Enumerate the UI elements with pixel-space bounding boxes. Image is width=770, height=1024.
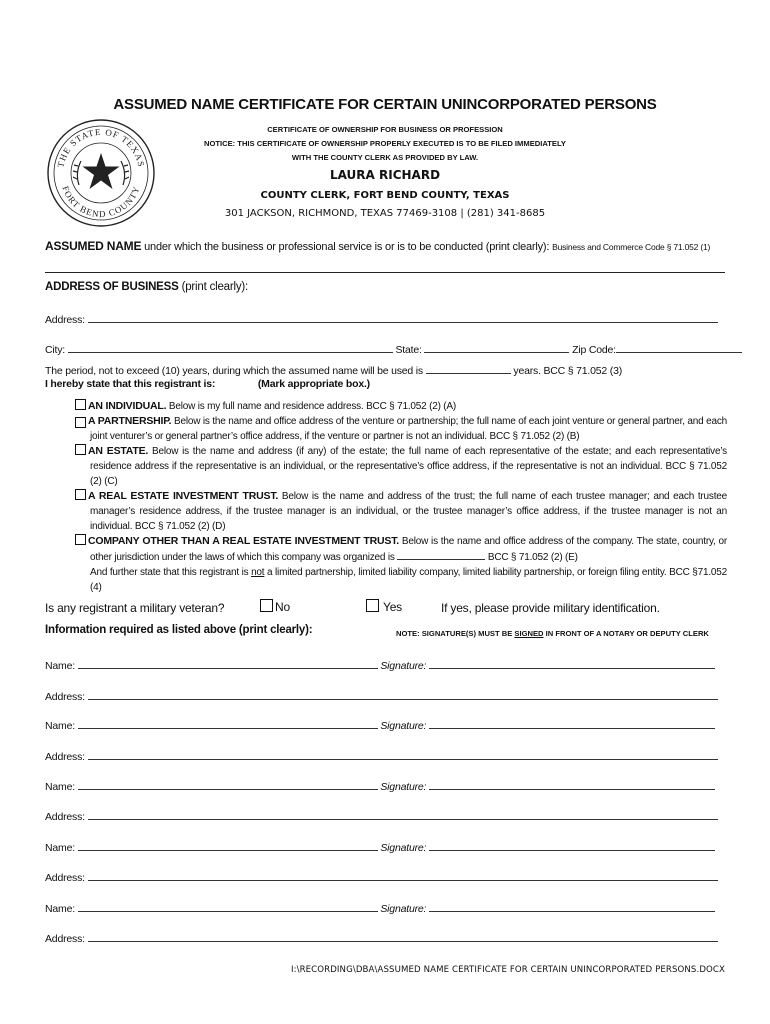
registrant-label: I hereby state that this registrant is: xyxy=(45,378,216,390)
period-years-field[interactable] xyxy=(426,363,511,374)
signature-field[interactable] xyxy=(429,901,715,912)
signature-label: Signature: xyxy=(380,660,427,672)
estate-checkbox[interactable] xyxy=(75,444,86,455)
name-signature-row xyxy=(45,840,715,854)
signature-field[interactable] xyxy=(429,779,715,790)
reit-checkbox[interactable] xyxy=(75,489,86,500)
assumed-name-row xyxy=(45,239,710,253)
registrant-address-row xyxy=(45,809,718,823)
option-reit xyxy=(75,489,727,534)
further-not: not xyxy=(251,567,265,578)
option-partnership xyxy=(75,414,727,444)
registrant-address-row xyxy=(45,689,718,703)
clerk-address: 301 JACKSON, RICHMOND, TEXAS 77469-3108 | (281) 341-8685 xyxy=(224,208,546,219)
registrant-address-row xyxy=(45,931,718,945)
county-seal xyxy=(45,117,157,229)
veteran-no-checkbox[interactable] xyxy=(260,599,273,612)
svg-text:FORT BEND COUNTY xyxy=(60,184,141,219)
period-text: The period, not to exceed (10) years, during which the assumed name will be used is xyxy=(45,365,423,377)
signature-label: Signature: xyxy=(380,720,427,732)
address-heading-hint: (print clearly): xyxy=(178,281,249,293)
period-row xyxy=(45,363,622,377)
veteran-no-option xyxy=(260,599,290,614)
business-address-label: Address: xyxy=(45,314,85,326)
option-text-2: BCC § 71.052 (2) (E) xyxy=(487,552,578,563)
clerk-title: COUNTY CLERK, FORT BEND COUNTY, TEXAS xyxy=(260,190,510,201)
name-label: Name: xyxy=(45,781,75,793)
address-heading xyxy=(45,281,248,293)
business-address-row xyxy=(45,312,718,326)
address-label: Address: xyxy=(45,933,85,945)
name-label: Name: xyxy=(45,903,75,915)
registrant-row xyxy=(45,378,370,390)
seal-top-text: THE STATE OF TEXAS xyxy=(55,126,147,169)
signature-note-signed: SIGNED xyxy=(514,629,544,638)
name-field[interactable] xyxy=(78,779,378,790)
name-field[interactable] xyxy=(78,840,378,851)
address-label: Address: xyxy=(45,811,85,823)
option-title: COMPANY OTHER THAN A REAL ESTATE INVESTMENT TRUST. xyxy=(88,535,399,547)
option-text: Below is the name and address of the trust; the full name of each trustee manager; and each trustee manager’s residence address, if the trustee manager is an individual, or the trustee manager’s office address, if the trustee manager is not an individual. BCC § 71.052 (2) (D) xyxy=(90,491,728,532)
jurisdiction-field[interactable] xyxy=(397,549,485,560)
option-text: Below is the name and office address of the venture or partnership; the full name of each joint venture or general partner, and each joint venturer’s or general partner’s office address, if the venture or partner is not an individual. BCC § 71.052 (2) (B) xyxy=(90,416,728,442)
option-text: Below is my full name and residence address. BCC § 71.052 (2) (A) xyxy=(166,401,457,412)
option-text: Below is the name and office address of the company. The state, country, or other jurisdiction under the laws of which this company was organized is xyxy=(90,536,727,563)
state-field[interactable] xyxy=(424,342,569,353)
address-heading-label: ADDRESS OF BUSINESS xyxy=(45,281,179,293)
registrant-hint: (Mark appropriate box.) xyxy=(257,378,370,390)
name-label: Name: xyxy=(45,720,75,732)
period-suffix: years. BCC § 71.052 (3) xyxy=(513,365,623,377)
name-label: Name: xyxy=(45,842,75,854)
city-label: City: xyxy=(45,344,66,356)
business-address-field[interactable] xyxy=(88,312,718,323)
signature-label: Signature: xyxy=(380,903,427,915)
state-label: State: xyxy=(395,344,422,356)
file-path-footer: I:\RECORDING\DBA\ASSUMED NAME CERTIFICATE FOR CERTAIN UNINCORPORATED PERSONS.DOCX xyxy=(290,965,725,975)
city-field[interactable] xyxy=(68,342,393,353)
veteran-yes-checkbox[interactable] xyxy=(366,599,379,612)
signature-label: Signature: xyxy=(380,781,427,793)
signature-field[interactable] xyxy=(429,718,715,729)
signature-note xyxy=(396,629,709,638)
partnership-checkbox[interactable] xyxy=(75,417,86,428)
address-label: Address: xyxy=(45,691,85,703)
name-field[interactable] xyxy=(78,718,378,729)
city-state-zip-row xyxy=(45,342,742,356)
name-field[interactable] xyxy=(78,658,378,669)
notice-line-2: WITH THE COUNTY CLERK AS PROVIDED BY LAW. xyxy=(291,153,479,162)
veteran-question: Is any registrant a military veteran? xyxy=(45,601,225,615)
address-field[interactable] xyxy=(88,809,718,820)
assumed-name-label: ASSUMED NAME xyxy=(45,239,142,253)
option-estate xyxy=(75,444,727,489)
address-label: Address: xyxy=(45,872,85,884)
address-field[interactable] xyxy=(88,870,718,881)
name-signature-row xyxy=(45,779,715,793)
name-signature-row xyxy=(45,718,715,732)
name-signature-row xyxy=(45,901,715,915)
veteran-note: If yes, please provide military identification. xyxy=(441,601,660,615)
signature-field[interactable] xyxy=(429,658,715,669)
option-title: AN ESTATE. xyxy=(88,445,149,457)
company-checkbox[interactable] xyxy=(75,534,86,545)
page-title: ASSUMED NAME CERTIFICATE FOR CERTAIN UNINCORPORATED PERSONS xyxy=(113,96,657,113)
info-label: Information required as listed above (print clearly): xyxy=(45,624,313,636)
option-title: A PARTNERSHIP. xyxy=(88,415,172,427)
zip-field[interactable] xyxy=(616,342,742,353)
option-text: Below is the name and address (if any) of the estate; the full name of each representative of the estate; and each representative’s residence address if the representative is an individual, or the representative’s office address, if the representative is not an individual. BCC § 71.052 (2) (C) xyxy=(90,446,727,487)
individual-checkbox[interactable] xyxy=(75,399,86,410)
assumed-name-text: under which the business or professional service is or is to be conducted (print clearly): xyxy=(141,241,553,253)
registrant-address-row xyxy=(45,870,718,884)
notice-line-1: NOTICE: THIS CERTIFICATE OF OWNERSHIP PROPERLY EXECUTED IS TO BE FILED IMMEDIATELY xyxy=(203,139,566,148)
name-signature-row xyxy=(45,658,715,672)
veteran-no-label: No xyxy=(275,600,290,614)
zip-label: Zip Code: xyxy=(572,344,616,356)
name-field[interactable] xyxy=(78,901,378,912)
address-field[interactable] xyxy=(88,689,718,700)
veteran-yes-option xyxy=(366,599,402,614)
signature-label: Signature: xyxy=(380,842,427,854)
signature-note-b: IN FRONT OF A NOTARY OR DEPUTY CLERK xyxy=(543,629,709,638)
veteran-yes-label: Yes xyxy=(383,600,402,614)
clerk-name: LAURA RICHARD xyxy=(329,168,441,182)
registrant-address-row xyxy=(45,749,718,763)
address-field[interactable] xyxy=(88,749,718,760)
further-text-b: a limited partnership, limited liability company, limited liability partnership, or foreign filing entity. BCC §71.052 (4) xyxy=(90,567,728,593)
address-label: Address: xyxy=(45,751,85,763)
certificate-subtitle: CERTIFICATE OF OWNERSHIP FOR BUSINESS OR PROFESSION xyxy=(267,125,503,134)
address-field[interactable] xyxy=(88,931,718,942)
signature-note-a: NOTE: SIGNATURE(S) MUST BE xyxy=(396,629,515,638)
option-company xyxy=(75,534,727,595)
assumed-name-code: Business and Commerce Code § 71.052 (1) xyxy=(552,242,711,252)
assumed-name-field[interactable] xyxy=(45,272,725,273)
further-text-a: And further state that this registrant is xyxy=(90,567,252,578)
option-title: AN INDIVIDUAL. xyxy=(88,400,167,412)
option-individual xyxy=(75,399,727,414)
name-label: Name: xyxy=(45,660,75,672)
signature-field[interactable] xyxy=(429,840,715,851)
option-title: A REAL ESTATE INVESTMENT TRUST. xyxy=(88,490,279,502)
star-icon xyxy=(83,153,120,189)
seal-bottom-text: FORT BEND COUNTY xyxy=(60,184,142,220)
